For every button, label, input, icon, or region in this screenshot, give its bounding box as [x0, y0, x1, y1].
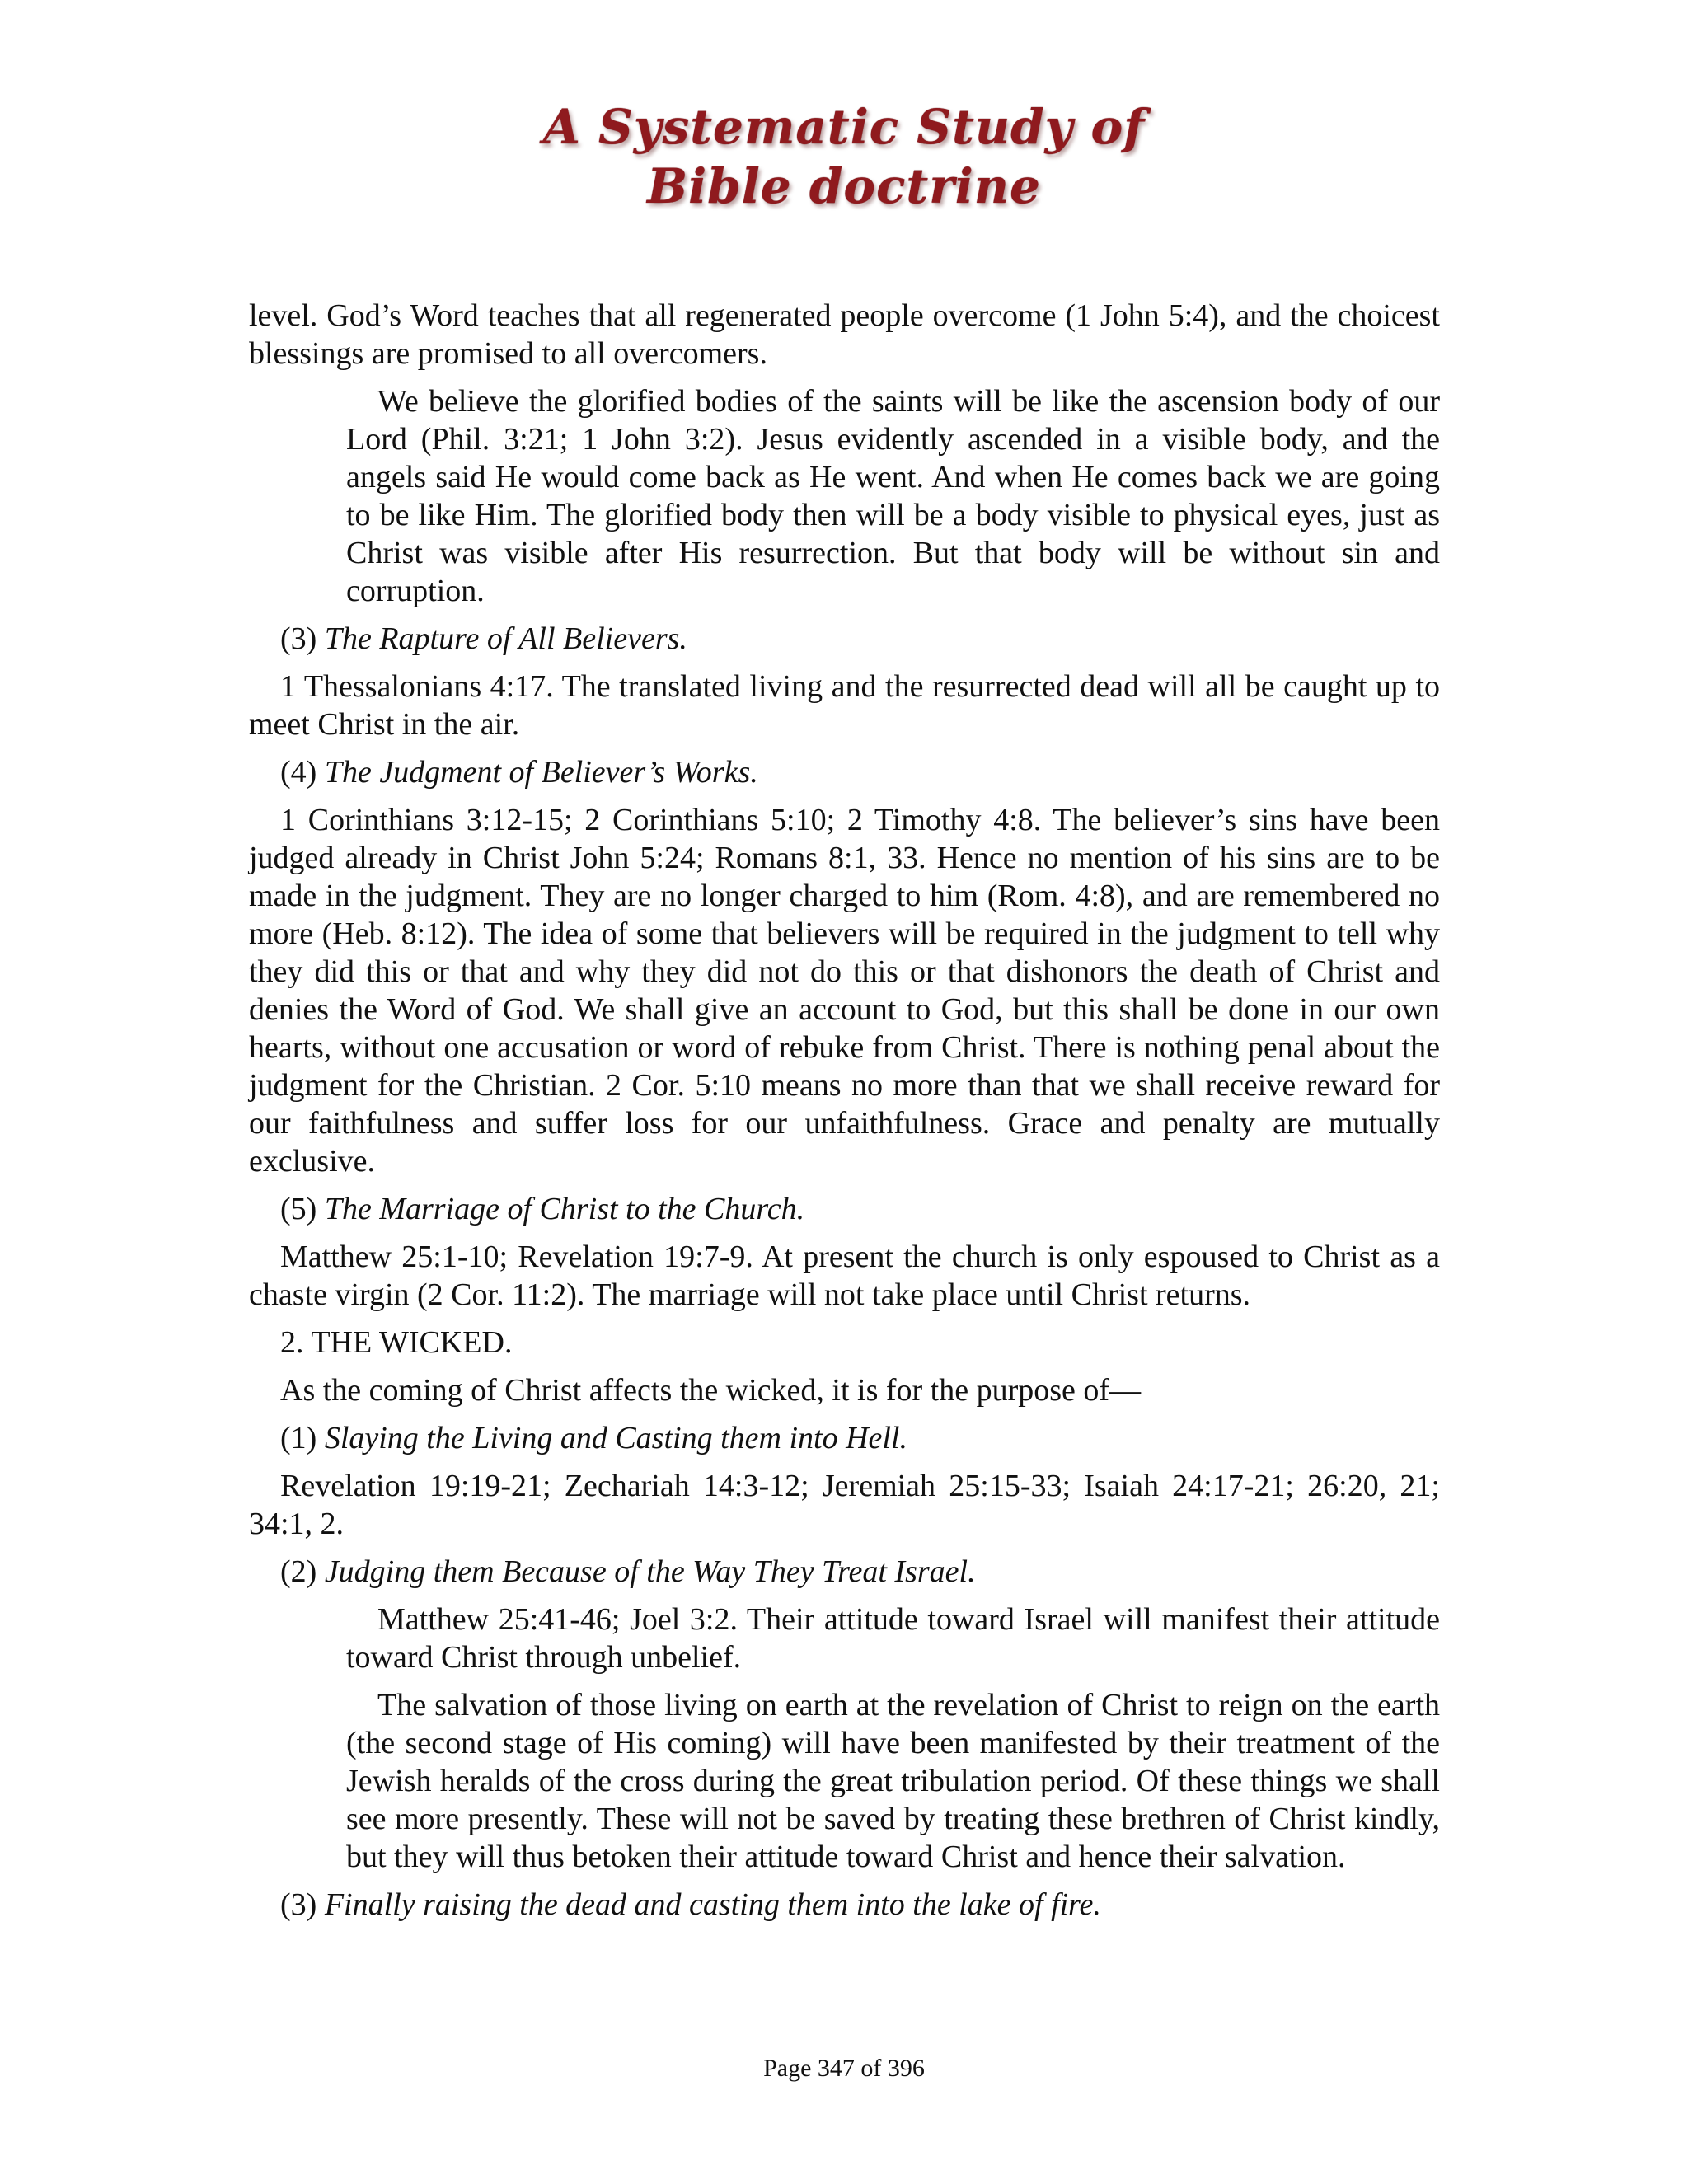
page-number: Page 347 of 396 — [763, 2055, 925, 2082]
subheading-number: (3) — [280, 621, 317, 656]
subheading-slaying — [249, 1419, 1440, 1457]
logo-line-1: A Systematic Study of — [542, 99, 1146, 155]
subheading-title: Slaying the Living and Casting them into Hell. — [324, 1421, 907, 1455]
subheading-title: Judging them Because of the Way They Treat Israel. — [324, 1554, 976, 1589]
subheading-judgment-works — [249, 753, 1440, 791]
paragraph-slaying: Revelation 19:19-21; Zechariah 14:3-12; Jeremiah 25:15-33; Isaiah 24:17-21; 26:20, 21; 34:1, 2. — [249, 1469, 1440, 1541]
paragraph-marriage: Matthew 25:1-10; Revelation 19:7-9. At present the church is only espoused to Christ as a chaste virgin (2 Cor. 11:2). The marriage will not take place until Christ returns. — [249, 1240, 1440, 1312]
subheading-number: (4) — [280, 755, 317, 790]
subheading-number: (1) — [280, 1421, 317, 1455]
block-quote-glorified-bodies: We believe the glorified bodies of the saints will be like the ascension body of our Lord (Phil. 3:21; 1 John 3:2). Jesus evidently ascended in a visible body, and the angels said He would come back as He went. And when He comes back we are going to be like Him. The glorified body then will be a body visible to physical eyes, just as Christ was visible after His resurrection. But that body will be without sin and corruption. — [346, 384, 1440, 608]
section-heading-wicked: 2. THE WICKED. — [280, 1325, 513, 1360]
subheading-number: (5) — [280, 1192, 317, 1226]
paragraph-continuation: level. God’s Word teaches that all regenerated people overcome (1 John 5:4), and the choicest blessings are promised to all overcomers. — [249, 298, 1440, 371]
paragraph-wicked-intro: As the coming of Christ affects the wicked, it is for the purpose of— — [280, 1373, 1142, 1408]
book-title-logo — [0, 97, 1688, 216]
subheading-title: The Judgment of Believer’s Works. — [324, 755, 758, 790]
subheading-title: The Marriage of Christ to the Church. — [324, 1192, 805, 1226]
subheading-number: (2) — [280, 1554, 317, 1589]
page-body — [249, 297, 1440, 1933]
subheading-marriage — [249, 1190, 1440, 1228]
subheading-judging-israel — [249, 1553, 1440, 1591]
paragraph-rapture: 1 Thessalonians 4:17. The translated living and the resurrected dead will all be caught up to meet Christ in the air. — [249, 669, 1440, 742]
block-quote-salvation: The salvation of those living on earth at the revelation of Christ to reign on the earth (the second stage of His coming) will have been manifested by their treatment of the Jewish heralds of the cross during the great tribulation period. Of these things we shall see more presently. These will not be saved by treating these brethren of Christ kindly, but they will thus betoken their attitude toward Christ and hence their salvation. — [346, 1688, 1440, 1874]
subheading-number: (3) — [280, 1887, 317, 1922]
subheading-rapture — [249, 620, 1440, 658]
subheading-lake-of-fire — [249, 1886, 1440, 1924]
block-quote-matthew: Matthew 25:41-46; Joel 3:2. Their attitude toward Israel will manifest their attitude toward Christ through unbelief. — [346, 1602, 1440, 1675]
subheading-title: The Rapture of All Believers. — [324, 621, 687, 656]
subheading-title: Finally raising the dead and casting them into the lake of fire. — [324, 1887, 1101, 1922]
paragraph-judgment-works: 1 Corinthians 3:12-15; 2 Corinthians 5:10; 2 Timothy 4:8. The believer’s sins have been judged already in Christ John 5:24; Romans 8:1, 33. Hence no mention of his sins are to be made in the judgment. They are no longer charged to him (Rom. 4:8), and are remembered no more (Heb. 8:12). The idea of some that believers will be required in the judgment to tell why they did this or that and why they did not do this or that dishonors the death of Christ and denies the Word of God. We shall give an account to God, but this shall be done in our own hearts, without one accusation or word of rebuke from Christ. There is nothing penal about the judgment for the Christian. 2 Cor. 5:10 means no more than that we shall receive reward for our faithfulness and suffer loss for our unfaithfulness. Grace and penalty are mutually exclusive. — [249, 803, 1440, 1179]
logo-line-2: Bible doctrine — [647, 158, 1041, 214]
